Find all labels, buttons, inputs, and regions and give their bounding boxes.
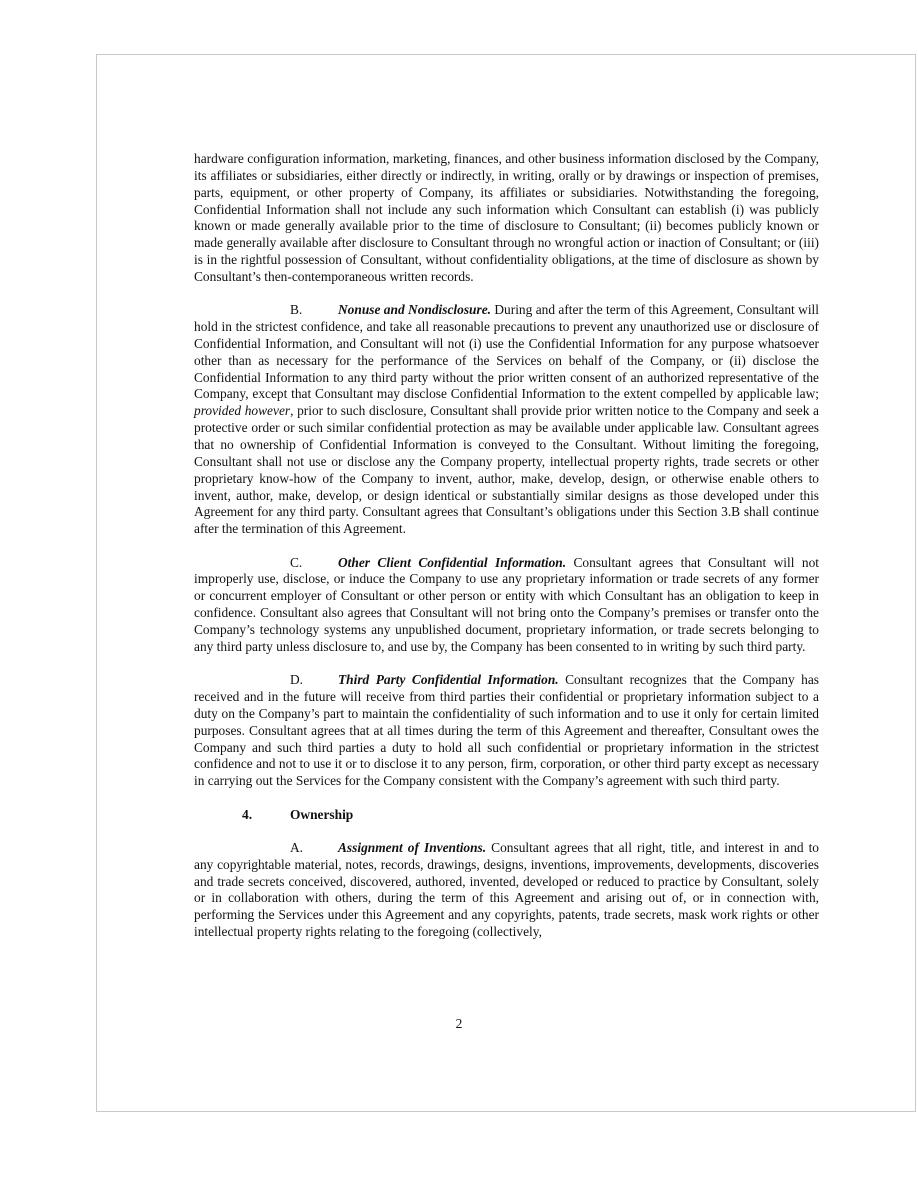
section-d-text: Consultant recognizes that the Company has received and in the future will receive from third parties their confidential or proprietary information subject to a duty on the Company’s part to maintain the confidentiality of such information and to use it only for certain limited purposes. Consultant agrees that at all times during the term of this Agreement and thereafter, Consultant owes the Company and such third parties a duty to hold all such confidential or proprietary information in the strictest confidence and not to use it or to disclose it to any person, firm, corporation, or other third party except as necessary in carrying out the Services for the Company consistent with the Company’s agreement with such third party. bbox=[194, 672, 820, 789]
section-c-letter: C. bbox=[290, 554, 303, 570]
section-b-text-1: During and after the term of this Agreement, Consultant will hold in the strictest confidence, and take all reasonable precautions to prevent any unauthorized use or disclosure of Confidential Information, and Consultant will not (i) use the Confidential Information for any purpose whatsoever other than as necessary for the performance of the Services on behalf of the Company, or (ii) disclose the Confidential Information to any third party without the prior written consent of an authorized representative of the Company, except that Consultant may disclose Confidential Information to the extent compelled by applicable law; bbox=[194, 302, 819, 402]
section-c-paragraph bbox=[194, 555, 819, 656]
section-c-title: Other Client Confidential Information. bbox=[338, 554, 567, 570]
section-4a-paragraph bbox=[194, 840, 819, 941]
section-b-paragraph bbox=[194, 302, 819, 538]
section-d-letter: D. bbox=[290, 672, 304, 688]
page-number: 2 bbox=[455, 1016, 463, 1031]
section-4a-text: Consultant agrees that all right, title, and interest in and to any copyrightable material, notes, records, drawings, designs, inventions, improvements, developments, discoveries and trade secrets conceived, discovered, authored, invented, developed or reduced to practice by Consultant, solely or in collaboration with others, during the term of this Agreement and arising out of, or in connection with, performing the Services under this Agreement and any copyrights, patents, trade secrets, mask work rights or other intellectual property rights relating to the foregoing (collectively, bbox=[194, 839, 819, 940]
section-c-text: Consultant agrees that Consultant will not improperly use, disclose, or induce the Company to use any proprietary information or trade secrets of any former or concurrent employer of Consultant or other person or entity with which Consultant has an obligation to keep in confidence. Consultant also agrees that Consultant will not bring onto the Company’s premises or transfer onto the Company’s technology systems any unpublished document, proprietary information, or trade secrets belonging to any third party unless disclosure to, and use by, the Company has been consented to in writing by such third party. bbox=[194, 554, 819, 654]
section-4-heading bbox=[194, 807, 819, 824]
section-4-title: Ownership bbox=[290, 806, 354, 822]
intro-paragraph: hardware configuration information, marketing, finances, and other business information disclosed by the Company, its affiliates or subsidiaries, either directly or indirectly, in writing, orally or by drawings or inspection of premises, parts, equipment, or other property of Company, its affiliates or subsidiaries. Notwithstanding the foregoing, Confidential Information shall not include any such information which Consultant can establish (i) was publicly known or made generally available prior to the time of disclosure to Consultant; (ii) becomes publicly known or made generally available after disclosure to Consultant through no wrongful action or inaction of Consultant; or (iii) is in the rightful possession of Consultant, without confidentiality obligations, at the time of disclosure as shown by Consultant’s then-contemporaneous written records. bbox=[194, 151, 819, 284]
section-b-letter: B. bbox=[290, 302, 303, 318]
section-b-italic: provided however bbox=[194, 403, 291, 419]
section-d-paragraph bbox=[194, 672, 819, 790]
section-d-title: Third Party Confidential Information. bbox=[338, 672, 559, 688]
section-4a-title: Assignment of Inventions. bbox=[338, 839, 487, 855]
document-body bbox=[194, 151, 819, 941]
section-b-title: Nonuse and Nondisclosure. bbox=[338, 302, 491, 318]
section-4-number: 4. bbox=[242, 806, 253, 822]
section-b-text-2: , prior to such disclosure, Consultant shall provide prior written notice to the Company and seek a protective order or such similar confidential protection as may be available under applicable law. Consultant agrees that no ownership of Confidential Information is conveyed to the Consultant. Without limiting the foregoing, Consultant shall not use or disclose any the Company property, intellectual property rights, trade secrets or other proprietary know-how of the Company to invent, author, make, develop, design, or otherwise enable others to invent, author, make, develop, or design identical or substantially similar designs as those developed under this Agreement for any third party. Consultant agrees that Consultant’s obligations under this Section 3.B shall continue after the termination of this Agreement. bbox=[194, 403, 819, 537]
section-4a-letter: A. bbox=[290, 839, 304, 855]
